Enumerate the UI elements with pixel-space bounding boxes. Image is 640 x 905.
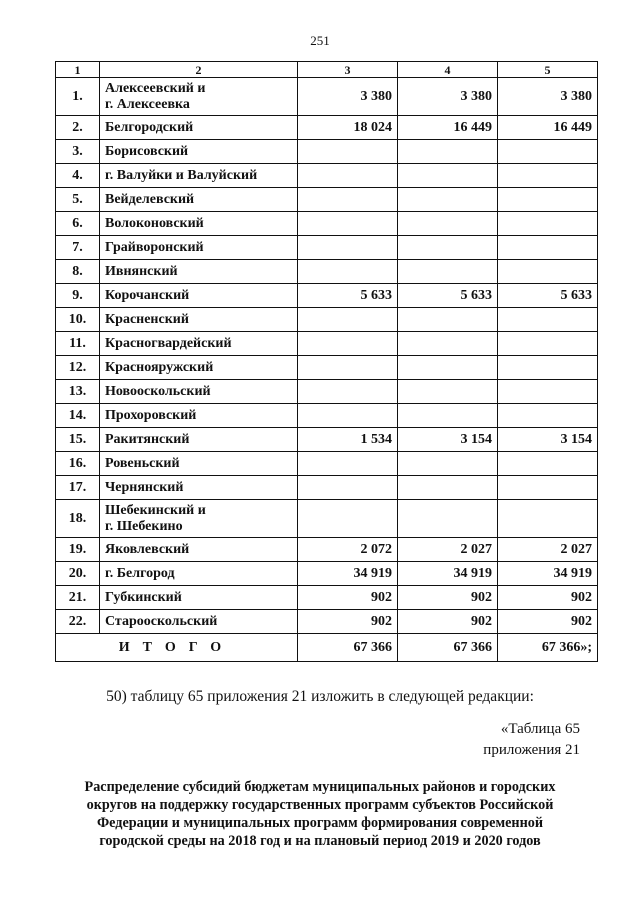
table-row xyxy=(56,500,598,538)
value-2019 xyxy=(398,236,498,260)
value-2019 xyxy=(398,380,498,404)
value-2018 xyxy=(298,236,398,260)
district-name xyxy=(100,380,298,404)
value-2018 xyxy=(298,332,398,356)
value-2020 xyxy=(498,212,598,236)
table-caption-line2: приложения 21 xyxy=(483,742,580,758)
row-number: 7. xyxy=(56,236,100,260)
district-name-line: г. Шебекино xyxy=(105,518,183,534)
table-row xyxy=(56,610,598,634)
value-2019 xyxy=(398,260,498,284)
row-number: 20. xyxy=(56,562,100,586)
district-name xyxy=(100,260,298,284)
row-number: 15. xyxy=(56,428,100,452)
value-2018: 18 024 xyxy=(298,116,398,140)
table-row xyxy=(56,476,598,500)
value-2020 xyxy=(498,164,598,188)
total-value-2018: 67 366 xyxy=(298,634,398,662)
value-2019 xyxy=(398,212,498,236)
district-name-line: Вейделевский xyxy=(105,191,195,207)
value-2018 xyxy=(298,452,398,476)
page-number: 251 xyxy=(310,33,330,48)
value-2019 xyxy=(398,164,498,188)
district-name xyxy=(100,538,298,562)
district-name xyxy=(100,164,298,188)
district-name-line: Старооскольский xyxy=(105,613,218,629)
value-2020 xyxy=(498,452,598,476)
value-2020 xyxy=(498,236,598,260)
col-header-number: 1 xyxy=(56,62,100,78)
total-value-2020: 67 366»; xyxy=(498,634,598,662)
value-2020 xyxy=(498,476,598,500)
district-name-line: Губкинский xyxy=(105,589,182,605)
district-name-line: Шебекинский и xyxy=(105,502,206,518)
value-2020 xyxy=(498,332,598,356)
value-2019: 3 154 xyxy=(398,428,498,452)
table-row xyxy=(56,562,598,586)
value-2020 xyxy=(498,140,598,164)
value-2018 xyxy=(298,260,398,284)
district-name-line: Ивнянский xyxy=(105,263,178,279)
row-number: 11. xyxy=(56,332,100,356)
value-2020 xyxy=(498,188,598,212)
value-2019 xyxy=(398,308,498,332)
district-name xyxy=(100,308,298,332)
row-number: 6. xyxy=(56,212,100,236)
value-2018: 2 072 xyxy=(298,538,398,562)
row-number: 18. xyxy=(56,500,100,538)
row-number: 5. xyxy=(56,188,100,212)
district-name-line: Краснояружский xyxy=(105,359,214,375)
district-name-line: Красногвардейский xyxy=(105,335,232,351)
value-2020 xyxy=(498,404,598,428)
table-row xyxy=(56,586,598,610)
district-name-line: Яковлевский xyxy=(105,541,190,557)
row-number: 9. xyxy=(56,284,100,308)
row-number: 16. xyxy=(56,452,100,476)
row-number: 10. xyxy=(56,308,100,332)
district-name-line: Прохоровский xyxy=(105,407,197,423)
row-number: 14. xyxy=(56,404,100,428)
value-2019 xyxy=(398,500,498,538)
district-name-line: Борисовский xyxy=(105,143,189,159)
heading-line: округов на поддержку государственных программ субъектов Российской xyxy=(86,797,554,813)
district-name-line: Алексеевский и xyxy=(105,80,206,96)
district-name-line: Ракитянский xyxy=(105,431,190,447)
district-name-line: Корочанский xyxy=(105,287,190,303)
value-2020: 5 633 xyxy=(498,284,598,308)
district-name xyxy=(100,236,298,260)
table-row xyxy=(56,236,598,260)
value-2020 xyxy=(498,500,598,538)
district-name-line: Новооскольский xyxy=(105,383,211,399)
section-heading xyxy=(60,778,580,850)
value-2019: 902 xyxy=(398,610,498,634)
value-2019: 902 xyxy=(398,586,498,610)
col-header-2018: 3 xyxy=(298,62,398,78)
row-number: 2. xyxy=(56,116,100,140)
table-row xyxy=(56,428,598,452)
value-2019 xyxy=(398,476,498,500)
value-2020 xyxy=(498,308,598,332)
table-header-row xyxy=(56,62,598,78)
table-caption-line1: «Таблица 65 xyxy=(500,721,580,737)
table-row xyxy=(56,356,598,380)
table-row xyxy=(56,164,598,188)
table-row xyxy=(56,78,598,116)
table-row xyxy=(56,538,598,562)
table-row xyxy=(56,188,598,212)
district-name xyxy=(100,452,298,476)
table-row xyxy=(56,332,598,356)
district-name-line: Ровеньский xyxy=(105,455,180,471)
district-name-line: Красненский xyxy=(105,311,189,327)
value-2019: 5 633 xyxy=(398,284,498,308)
heading-line: Распределение субсидий бюджетам муниципальных районов и городских xyxy=(84,779,556,795)
total-row xyxy=(56,634,598,662)
table-row xyxy=(56,212,598,236)
value-2020: 902 xyxy=(498,586,598,610)
district-name xyxy=(100,610,298,634)
table-row xyxy=(56,452,598,476)
value-2019 xyxy=(398,452,498,476)
district-name xyxy=(100,356,298,380)
value-2018 xyxy=(298,500,398,538)
table-row xyxy=(56,116,598,140)
value-2018 xyxy=(298,164,398,188)
value-2020 xyxy=(498,356,598,380)
col-header-2020: 5 xyxy=(498,62,598,78)
row-number: 13. xyxy=(56,380,100,404)
table-row xyxy=(56,404,598,428)
value-2020 xyxy=(498,380,598,404)
district-name xyxy=(100,284,298,308)
value-2019 xyxy=(398,140,498,164)
value-2018: 3 380 xyxy=(298,78,398,116)
value-2019 xyxy=(398,332,498,356)
value-2019: 34 919 xyxy=(398,562,498,586)
value-2018 xyxy=(298,212,398,236)
district-name-line: Грайворонский xyxy=(105,239,204,255)
value-2019 xyxy=(398,188,498,212)
district-name xyxy=(100,586,298,610)
table-row xyxy=(56,260,598,284)
row-number: 19. xyxy=(56,538,100,562)
heading-line: Федерации и муниципальных программ формирования современной xyxy=(96,815,544,831)
district-name-line: г. Алексеевка xyxy=(105,96,190,112)
col-header-name: 2 xyxy=(100,62,298,78)
total-label: ИТОГО xyxy=(56,634,298,662)
district-name xyxy=(100,476,298,500)
table-row xyxy=(56,380,598,404)
district-name xyxy=(100,332,298,356)
value-2018 xyxy=(298,476,398,500)
row-number: 3. xyxy=(56,140,100,164)
value-2018: 902 xyxy=(298,610,398,634)
district-name-line: Белгородский xyxy=(105,119,194,135)
district-name xyxy=(100,140,298,164)
value-2018: 5 633 xyxy=(298,284,398,308)
district-name-line: г. Белгород xyxy=(105,565,175,581)
value-2018 xyxy=(298,404,398,428)
table-row xyxy=(56,308,598,332)
district-name xyxy=(100,188,298,212)
value-2019 xyxy=(398,356,498,380)
value-2018 xyxy=(298,380,398,404)
subsidy-table xyxy=(55,61,598,662)
row-number: 4. xyxy=(56,164,100,188)
district-name xyxy=(100,562,298,586)
value-2018 xyxy=(298,308,398,332)
value-2019 xyxy=(398,404,498,428)
value-2019: 2 027 xyxy=(398,538,498,562)
district-name-line: Волоконовский xyxy=(105,215,204,231)
value-2020: 3 380 xyxy=(498,78,598,116)
value-2018: 34 919 xyxy=(298,562,398,586)
row-number: 8. xyxy=(56,260,100,284)
value-2018: 1 534 xyxy=(298,428,398,452)
value-2020: 902 xyxy=(498,610,598,634)
row-number: 22. xyxy=(56,610,100,634)
value-2020: 2 027 xyxy=(498,538,598,562)
row-number: 21. xyxy=(56,586,100,610)
heading-line: городской среды на 2018 год и на плановый период 2019 и 2020 годов xyxy=(99,833,541,849)
value-2020 xyxy=(498,260,598,284)
value-2018 xyxy=(298,140,398,164)
value-2020: 16 449 xyxy=(498,116,598,140)
district-name xyxy=(100,500,298,538)
table-row xyxy=(56,284,598,308)
value-2018 xyxy=(298,356,398,380)
value-2020: 34 919 xyxy=(498,562,598,586)
district-name xyxy=(100,78,298,116)
value-2019: 3 380 xyxy=(398,78,498,116)
col-header-2019: 4 xyxy=(398,62,498,78)
amendment-instruction: 50) таблицу 65 приложения 21 изложить в следующей редакции: xyxy=(106,688,534,705)
value-2018: 902 xyxy=(298,586,398,610)
row-number: 17. xyxy=(56,476,100,500)
row-number: 1. xyxy=(56,78,100,116)
district-name xyxy=(100,116,298,140)
district-name xyxy=(100,428,298,452)
district-name xyxy=(100,212,298,236)
district-name-line: Чернянский xyxy=(105,479,184,495)
value-2019: 16 449 xyxy=(398,116,498,140)
district-name-line: г. Валуйки и Валуйский xyxy=(105,167,258,183)
row-number: 12. xyxy=(56,356,100,380)
total-value-2019: 67 366 xyxy=(398,634,498,662)
district-name xyxy=(100,404,298,428)
value-2018 xyxy=(298,188,398,212)
table-row xyxy=(56,140,598,164)
value-2020: 3 154 xyxy=(498,428,598,452)
